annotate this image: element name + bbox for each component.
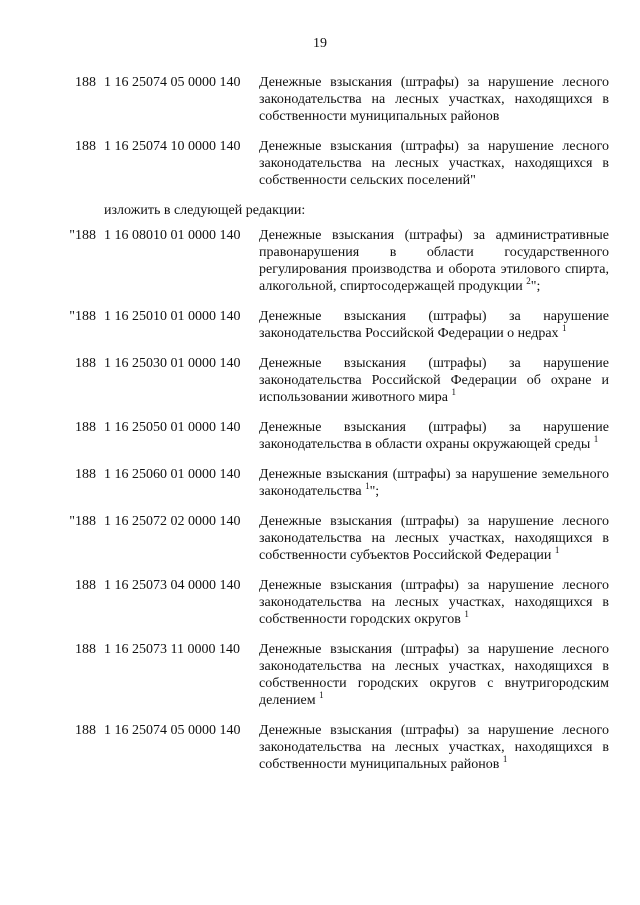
admin-code: 188 [75, 578, 96, 593]
budget-code: 1 16 25010 01 0000 140 [104, 309, 241, 324]
row-suffix: "; [369, 484, 380, 499]
row-description [259, 466, 609, 500]
row-description [259, 308, 609, 342]
budget-code: 1 16 25030 01 0000 140 [104, 356, 241, 371]
table-row [0, 722, 640, 773]
footnote-ref: 1 [464, 609, 469, 619]
row-description: Денежные взыскания (штрафы) за нарушение лесного законодательства на лесных участках, находящихся в собственности муниципальных районов [259, 75, 609, 124]
row-text: Денежные взыскания (штрафы) за административные правонарушения в области государственного регулирования производства и оборота этилового спирта, алкогольной, спиртосодержащей продукции [259, 228, 609, 294]
row-description [259, 722, 609, 773]
footnote-ref: 1 [451, 387, 457, 397]
row-text: Денежные взыскания (штрафы) за нарушение лесного законодательства на лесных участках, находящихся в собственности субъектов Российской Федерации [259, 514, 609, 563]
table-row [0, 308, 640, 342]
row-text: Денежные взыскания (штрафы) за нарушение законодательства Российской Федерации о недрах [259, 309, 609, 341]
budget-code: 1 16 25073 11 0000 140 [104, 642, 240, 657]
intro-text: изложить в следующей редакции: [104, 203, 306, 218]
admin-code: "188 [69, 514, 96, 529]
budget-code: 1 16 08010 01 0000 140 [104, 228, 241, 243]
budget-code: 1 16 25074 05 0000 140 [104, 75, 241, 90]
admin-code: 188 [75, 75, 96, 90]
budget-code: 1 16 25073 04 0000 140 [104, 578, 241, 593]
row-description [259, 227, 609, 295]
table-row [0, 466, 640, 500]
table-row [0, 74, 640, 125]
row-description [259, 355, 609, 406]
footnote-ref: 1 [554, 545, 560, 555]
budget-code: 1 16 25074 10 0000 140 [104, 139, 241, 154]
table-row [0, 641, 640, 709]
row-text: Денежные взыскания (штрафы) за нарушение законодательства в области охраны окружающей среды [259, 420, 609, 452]
admin-code: 188 [75, 467, 96, 482]
row-description: Денежные взыскания (штрафы) за нарушение лесного законодательства на лесных участках, находящихся в собственности сельских поселений" [259, 139, 609, 188]
footnote-ref: 2 [526, 276, 531, 286]
budget-code: 1 16 25050 01 0000 140 [104, 420, 241, 435]
row-text: Денежные взыскания (штрафы) за нарушение лесного законодательства на лесных участках, находящихся в собственности муниципальных районов [259, 723, 609, 772]
row-text: Денежные взыскания (штрафы) за нарушение законодательства Российской Федерации об охране и использовании животного мира [259, 356, 609, 405]
row-description [259, 641, 609, 709]
table-row [0, 419, 640, 453]
footnote-ref: 1 [502, 754, 508, 764]
budget-code: 1 16 25060 01 0000 140 [104, 467, 241, 482]
footnote-ref: 1 [319, 690, 324, 700]
admin-code: "188 [69, 309, 96, 324]
page-number: 19 [313, 36, 327, 51]
row-text: Денежные взыскания (штрафы) за нарушение лесного законодательства на лесных участках, находящихся в собственности городских округов с внутригородским делением [259, 642, 609, 708]
table-row [0, 138, 640, 189]
admin-code: 188 [75, 356, 96, 371]
row-suffix: "; [530, 279, 541, 294]
row-description [259, 419, 609, 453]
admin-code: "188 [69, 228, 96, 243]
footnote-ref: 1 [365, 481, 370, 491]
row-text: Денежные взыскания (штрафы) за нарушение лесного законодательства на лесных участках, находящихся в собственности городских округов [259, 578, 609, 627]
footnote-ref: 1 [593, 434, 599, 444]
table-row [0, 513, 640, 564]
budget-code: 1 16 25072 02 0000 140 [104, 514, 241, 529]
row-description [259, 513, 609, 564]
admin-code: 188 [75, 723, 96, 738]
row-text: Денежные взыскания (штрафы) за нарушение земельного законодательства [259, 467, 609, 499]
footnote-ref: 1 [562, 323, 567, 333]
admin-code: 188 [75, 139, 96, 154]
admin-code: 188 [75, 642, 96, 657]
table-row [0, 355, 640, 406]
budget-code: 1 16 25074 05 0000 140 [104, 723, 241, 738]
document-body [0, 74, 640, 786]
table-row [0, 227, 640, 295]
table-row [0, 577, 640, 628]
row-description [259, 577, 609, 628]
admin-code: 188 [75, 420, 96, 435]
